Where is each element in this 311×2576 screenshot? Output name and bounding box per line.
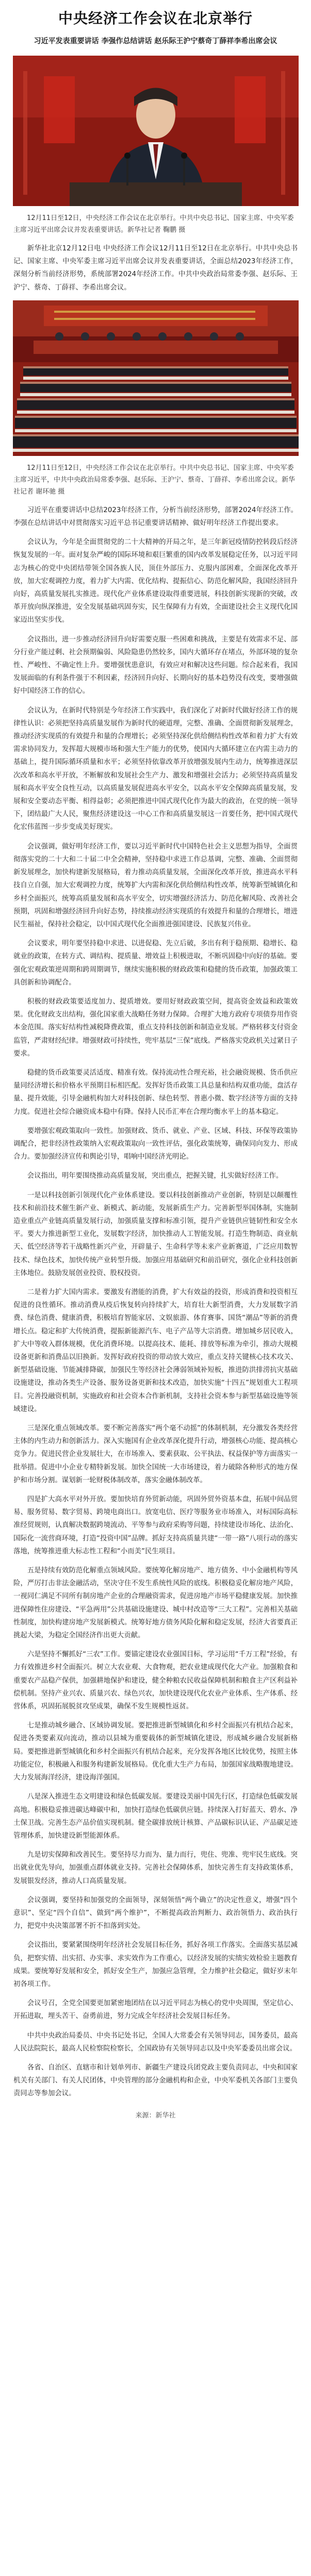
hall-photo-image (13, 300, 299, 456)
photo1-caption: 12月11日至12日，中央经济工作会议在北京举行。中共中央总书记、国家主席、中央军委主席习近平出席会议并发表重要讲话。新华社记者 鞠鹏 摄 (13, 214, 294, 234)
paragraph: 会议强调，做好明年经济工作，要以习近平新时代中国特色社会主义思想为指导，全面贯彻落实党的二十大和二十届二中全会精神，坚持稳中求进工作总基调，完整、准确、全面贯彻新发展理念，加快构建新发展格局，着力推动高质量发展，全面深化改革开放，推进高水平科技自立自强，加大宏观调控力度，统筹扩大内需和深化供给侧结构性改革，统筹新型城镇化和乡村全面振兴，统筹高质量发展和高水平安全，切实增强经济活力、防范化解风险、改善社会预期，巩固和增强经济回升向好态势，持续推动经济实现质的有效提升和量的合理增长，增进民生福祉，保持社会稳定，以中国式现代化全面推进强国建设、民族复兴伟业。 (13, 842, 298, 928)
paragraph: 积极的财政政策要适度加力、提质增效。要用好财政政策空间，提高资金效益和政策效果。优化财政支出结构，强化国家重大战略任务财力保障。合理扩大地方政府专项债券用作资本金范围。落实好结构性减税降费政策，重点支持科技创新和制造业发展。严格转移支付资金监管，严肃财经纪律。增强财政可持续性，兜牢基层“三保”底线。严格落实党政机关过紧日子要求。 (13, 997, 298, 1058)
paragraph: 三是深化重点领域改革。要不断完善落实“两个毫不动摇”的体制机制，充分激发各类经营主体的内生动力和创新活力。深入实施国有企业改革深化提升行动，增强核心功能、提高核心竞争力。促进民营企业发展壮大，在市场准入、要素获取、公平执法、权益保护等方面落实一批举措。促进中小企业专精特新发展。加快全国统一大市场建设，着力破除各种形式的地方保护和市场分割。谋划新一轮财税体制改革，落实金融体制改革。 (13, 1425, 298, 1484)
paragraph: 要增强宏观政策取向一致性。加强财政、货币、就业、产业、区域、科技、环保等政策协调配合，把非经济性政策纳入宏观政策取向一致性评估，强化政策统筹，确保同向发力、形成合力。要加强经济宣传和舆论引导，唱响中国经济光明论。 (13, 1127, 298, 1161)
paragraph: 中共中央政治局委员、中央书记处书记，全国人大常委会有关领导同志，国务委员，最高人民法院院长，最高人民检察院检察长，全国政协有关领导同志以及中央军委委员出席会议。 (13, 2031, 298, 2053)
paragraph: 会议号召，全党全国要更加紧密地团结在以习近平同志为核心的党中央周围，坚定信心、开拓进取，埋头苦干、奋勇前进，努力完成全年经济社会发展目标任务。 (13, 1999, 298, 2021)
article-body (0, 504, 311, 2100)
intro-paragraph: 新华社北京12月12日电 中央经济工作会议12月11日至12日在北京举行。中共中央总书记、国家主席、中央军委主席习近平出席会议并发表重要讲话，全面总结2023年经济工作，深刻分析当前经济形势，系统部署2024年经济工作。中共中央政治局常委李强、赵乐际、王沪宁、蔡奇、丁薛祥、李希出席会议。 (13, 245, 298, 292)
paragraph: 会议指出，进一步推动经济回升向好需要克服一些困难和挑战，主要是有效需求不足、部分行业产能过剩、社会预期偏弱、风险隐患仍然较多，国内大循环存在堵点，外部环境的复杂性、严峻性、不确定性上升。要增强忧患意识，有效应对和解决这些问题。综合起来看，我国发展面临的有利条件强于不利因素，经济回升向好、长期向好的基本趋势没有改变，要增强做好中国经济工作的信心。 (13, 635, 298, 696)
paragraph: 各省、自治区、直辖市和计划单列市、新疆生产建设兵团党政主要负责同志，中央和国家机关有关部门、有关人民团体，中央管理的部分金融机构和企业，中央军委机关各部门主要负责同志等参加会议。 (13, 2063, 298, 2098)
paragraph: 会议指出，要紧紧围绕明年经济社会发展目标任务，抓好各项工作落实。全面落实基层减负，把察实情、出实招、办实事、求实效作为工作重心，以经济发展的实绩实效检验主题教育成果。要统筹好发展和安全，抓好安全生产，加强应急管理，全力维护社会稳定，做好岁末年初各项工作。 (13, 1941, 298, 1988)
paragraph: 二是着力扩大国内需求。要激发有潜能的消费，扩大有效益的投资，形成消费和投资相互促进的良性循环。推动消费从疫后恢复转向持续扩大，培育壮大新型消费，大力发展数字消费、绿色消费、健康消费，积极培育智能家居、文娱旅游、体育赛事、国货“潮品”等新的消费增长点。稳定和扩大传统消费，提振新能源汽车、电子产品等大宗消费。增加城乡居民收入，扩大中等收入群体规模，优化消费环境。以提高技术、能耗、排放等标准为牵引，推动大规模设备更新和消费品以旧换新。发挥好政府投资的带动放大效应，重点支持关键核心技术攻关、新型基础设施、节能减排降碳，加强民生等经济社会薄弱领域补短板，推进防洪排涝抗灾基础设施建设，推动各类生产设备、服务设备更新和技术改造，加快实施“十四五”规划重大工程项目。完善投融资机制，实施政府和社会资本合作新机制，支持社会资本参与新型基础设施等领域建设。 (13, 1288, 298, 1413)
speaker-photo (13, 56, 299, 206)
paragraph: 会议要求，明年要坚持稳中求进、以进促稳、先立后破，多出有利于稳预期、稳增长、稳就业的政策，在转方式、调结构、提质量、增效益上积极进取，不断巩固稳中向好的基础。要强化宏观政策逆周期和跨周期调节，继续实施积极的财政政策和稳健的货币政策，加强政策工具创新和协调配合。 (13, 940, 298, 987)
paragraph: 六是坚持不懈抓好“三农”工作。要锚定建设农业强国目标，学习运用“千万工程”经验，有力有效推进乡村全面振兴。树立大农业观、大食物观，把农业建成现代化大产业。加强粮食和重要农产品稳产保供，加强耕地保护和建设，健全种粮农民收益保障机制和粮食主产区利益补偿机制。坚持产业兴农、质量兴农、绿色兴农，加快建设现代化农业产业体系、生产体系、经营体系，巩固拓展脱贫攻坚成果，确保不发生规模性返贫。 (13, 1651, 298, 1711)
paragraph: 八是深入推进生态文明建设和绿色低碳发展。要建设美丽中国先行区，打造绿色低碳发展高地。积极稳妥推进碳达峰碳中和，加快打造绿色低碳供应链。持续深入打好蓝天、碧水、净土保卫战。完善生态产品价值实现机制。健全碳排放统计核算、产品碳标识认证、产品碳足迹管理体系，加快建设新型能源体系。 (13, 1793, 298, 1840)
paragraph: 七是推动城乡融合、区域协调发展。要把推进新型城镇化和乡村全面振兴有机结合起来，促进各类要素双向流动，推动以县城为重要载体的新型城镇化建设，形成城乡融合发展新格局。要把推进新型城镇化和乡村全面振兴有机结合起来，充分发挥各地区比较优势，按照主体功能定位，积极融入和服务构建新发展格局。优化重大生产力布局，加强国家战略腹地建设。大力发展海洋经济，建设海洋强国。 (13, 1722, 298, 1782)
paragraph: 五是持续有效防范化解重点领域风险。要统筹化解房地产、地方债务、中小金融机构等风险，严厉打击非法金融活动，坚决守住不发生系统性风险的底线。积极稳妥化解房地产风险，一视同仁满足不同所有制房地产企业的合理融资需求，促进房地产市场平稳健康发展。加快推进保障性住房建设、“平急两用”公共基础设施建设、城中村改造等“三大工程”。完善相关基础性制度，加快构建房地产发展新模式。统筹好地方债务风险化解和稳定发展，经济大省要真正挑起大梁，为稳定全国经济作出更大贡献。 (13, 1567, 298, 1640)
paragraph: 一是以科技创新引领现代化产业体系建设。要以科技创新推动产业创新，特别是以颠覆性技术和前沿技术催生新产业、新模式、新动能，发展新质生产力。完善新型举国体制，实施制造业重点产业链高质量发展行动，加强质量支撑和标准引领，提升产业链供应链韧性和安全水平。要大力推进新型工业化，发展数字经济，加快推动人工智能发展。打造生物制造、商业航天、低空经济等若干战略性新兴产业，开辟量子、生命科学等未来产业新赛道，广泛应用数智技术、绿色技术，加快传统产业转型升级。加强应用基础研究和前沿研究，强化企业科技创新主体地位。鼓励发展创业投资、股权投资。 (13, 1191, 298, 1277)
paragraph: 会议指出，明年要围绕推动高质量发展，突出重点，把握关键，扎实做好经济工作。 (27, 1172, 283, 1180)
paragraph: 会议强调，要坚持和加强党的全面领导，深刻领悟“两个确立”的决定性意义，增强“四个意识”、坚定“四个自信”、做到“两个维护”，不断提高政治判断力、政治领悟力、政治执行力，把党中央决策部署不折不扣落到实处。 (13, 1896, 298, 1930)
photo2-caption: 12月11日至12日，中央经济工作会议在北京举行。中共中央总书记、国家主席、中央军委主席习近平，中共中央政治局常委李强、赵乐际、王沪宁、蔡奇、丁薛祥、李希出席会议。新华社记者 谢环驰 摄 (13, 464, 296, 496)
paragraph: 习近平在重要讲话中总结2023年经济工作，分析当前经济形势，部署2024年经济工作。李强在总结讲话中对贯彻落实习近平总书记重要讲话精神、做好明年经济工作提出要求。 (13, 506, 298, 528)
hall-photo (13, 300, 299, 456)
speaker-photo-image (13, 56, 299, 206)
paragraph: 会议认为，在新时代特别是今年经济工作实践中，我们深化了对新时代做好经济工作的规律性认识：必须把坚持高质量发展作为新时代的硬道理，完整、准确、全面贯彻新发展理念，推动经济实现质的有效提升和量的合理增长；必须坚持深化供给侧结构性改革和着力扩大有效需求协同发力，发挥超大规模市场和强大生产能力的优势，使国内大循环建立在内需主动力的基础上，提升国际循环质量和水平；必须坚持依靠改革开放增强发展内生动力，统筹推进深层次改革和高水平开放，不断解放和发展社会生产力、激发和增强社会活力；必须坚持高质量发展和高水平安全良性互动，以高质量发展促进高水平安全，以高水平安全保障高质量发展，发展和安全要动态平衡、相得益彰；必须把推进中国式现代化作为最大的政治，在党的统一领导下，团结最广大人民，聚焦经济建设这一中心工作和高质量发展这一首要任务，把中国式现代化宏伟蓝图一步步变成美好现实。 (13, 706, 298, 832)
paragraph: 稳健的货币政策要灵活适度、精准有效。保持流动性合理充裕，社会融资规模、货币供应量同经济增长和价格水平预期目标相匹配。发挥好货币政策工具总量和结构双重功能，盘活存量、提升效能，引导金融机构加大对科技创新、绿色转型、普惠小微、数字经济等方面的支持力度。促进社会综合融资成本稳中有降。保持人民币汇率在合理均衡水平上的基本稳定。 (13, 1069, 298, 1116)
article-subtitle: 习近平发表重要讲话 李强作总结讲话 赵乐际王沪宁蔡奇丁薛祥李希出席会议 (34, 37, 277, 45)
byline: 来源：新华社 (135, 2111, 176, 2120)
article-title: 中央经济工作会议在北京举行 (58, 10, 253, 27)
paragraph: 九是切实保障和改善民生。要坚持尽力而为、量力而行，兜住、兜准、兜牢民生底线。突出就业优先导向，加强重点群体就业支持。完善社会保障体系，加快完善生育支持政策体系，发展银发经济，推动人口高质量发展。 (13, 1851, 298, 1885)
paragraph: 会议认为，今年是全面贯彻党的二十大精神的开局之年，是三年新冠疫情防控转段后经济恢复发展的一年。面对复杂严峻的国际环境和艰巨繁重的国内改革发展稳定任务，以习近平同志为核心的党中央团结带领全国各族人民，顶住外部压力、克服内部困难，全面深化改革开放，加大宏观调控力度，着力扩大内需、优化结构、提振信心、防范化解风险，我国经济回升向好，高质量发展扎实推进。现代化产业体系建设取得重要进展，科技创新实现新的突破，改革开放向纵深推进，安全发展基础巩固夯实，民生保障有力有效，全面建设社会主义现代化国家迈出坚实步伐。 (13, 538, 298, 624)
paragraph: 四是扩大高水平对外开放。要加快培育外贸新动能，巩固外贸外资基本盘，拓展中间品贸易、服务贸易、数字贸易、跨境电商出口。放宽电信、医疗等服务业市场准入，对标国际高标准经贸规则，认真解决数据跨境流动、平等参与政府采购等问题，持续建设市场化、法治化、国际化一流营商环境，打造“投资中国”品牌。抓好支持高质量共建“一带一路”八项行动的落实落地，统筹推进重大标志性工程和“小而美”民生项目。 (13, 1496, 298, 1555)
